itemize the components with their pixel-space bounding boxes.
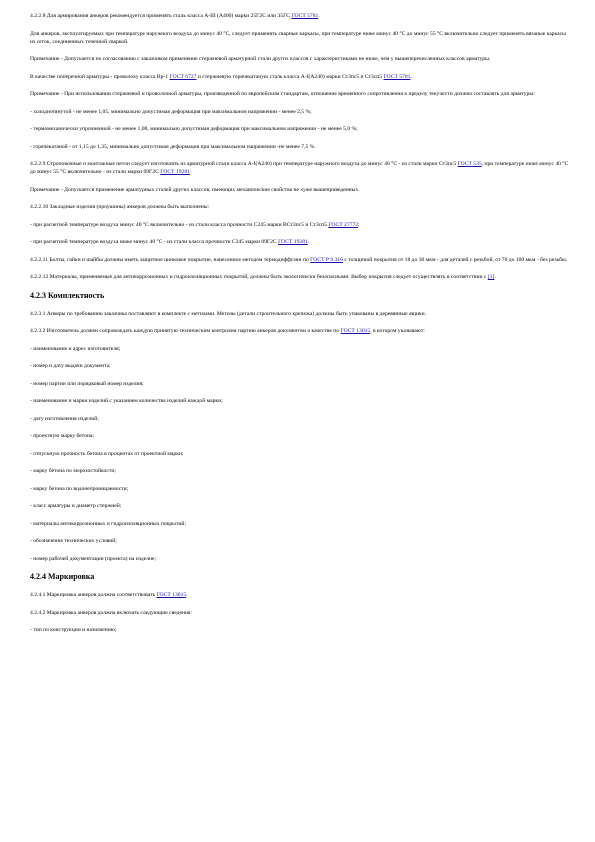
paragraph (30, 256, 572, 264)
standard-link[interactable]: ГОСТ 5781 (291, 13, 319, 19)
text-run: - термомеханически упрочненной - не менее 1,08, минимально допустимая деформация при максимальном напряжении - не менее 5,0 %; (30, 126, 358, 132)
standard-link[interactable]: [1] (487, 274, 495, 280)
text-run: 4.2.4.1 Маркировка анкеров должна соответствовать (30, 592, 157, 598)
text-run: и стержневую горячекатаную сталь класса А-I(А240) марки Ст3пс5 и Ст3сп5 (196, 73, 384, 80)
text-run: Примечание - При использовании стержневой и проволочной арматуры, произведенной по европейским стандартам, отношение временного сопротивления к пределу текучести должно составлять для арматуры: (30, 91, 535, 97)
text-run: 4.2.4 Маркировка (30, 572, 95, 581)
section-heading (30, 291, 572, 301)
paragraph (30, 502, 572, 510)
paragraph (30, 380, 572, 388)
text-run: - отпускную прочность бетона в процентах от проектной марки; (30, 450, 184, 457)
text-run: . (189, 169, 192, 175)
paragraph (30, 415, 572, 423)
text-run: . (410, 73, 412, 80)
paragraph (30, 12, 572, 20)
text-run: - марку бетона по водонепроницаемости; (30, 485, 129, 492)
text-run: - тип по конструкции и назначению; (30, 627, 117, 633)
paragraph (30, 520, 572, 528)
text-run: - наименование и марки изделий с указанием количества изделий каждой марки; (30, 398, 223, 404)
text-run: , в котором указывают: (370, 328, 425, 334)
standard-link[interactable]: ГОСТ Р 9.316 (310, 256, 343, 263)
text-run: - проектную марку бетона; (30, 433, 94, 439)
text-run: . (307, 239, 310, 245)
standard-link[interactable]: ГОСТ 27772 (328, 221, 359, 228)
text-run: 4.2.2.11 Болты, гайки и шайбы должны иметь защитное цинковое покрытие, нанесенное методом термодиффузии по (30, 256, 311, 263)
paragraph (30, 55, 572, 63)
paragraph (30, 327, 572, 335)
text-run: - материалы антикоррозионных и гидроизоляционных покрытий; (30, 520, 186, 527)
text-run: - при расчетной температуре воздуха ниже минус 40 °С - из стали класса прочности С345 марки 09Г2С (30, 239, 279, 245)
paragraph (30, 273, 572, 281)
text-run: - обозначение технических условий; (30, 538, 117, 544)
paragraph (30, 125, 572, 133)
text-run: 4.2.2.10 Закладные изделия (проушины) анкеров должны быть выполнены: (30, 204, 210, 210)
paragraph (30, 186, 572, 194)
text-run: , при температуре ниже минус 40 °С до минус 55 °С включительно - из стали марки 09Г2С (30, 161, 569, 175)
text-run: 4.2.2.9 Строповочные и монтажные петли следует изготовлять из арматурной стали класса А-I(А240) при температуре наружного воздуха до минус 40 °С - из стали марки Ст3пс5 (30, 161, 458, 167)
paragraph (30, 73, 572, 81)
text-run: 4.2.3 Комплектность (30, 290, 105, 300)
text-run: - наименование и адрес изготовителя; (30, 345, 121, 352)
text-run: В качестве поперечной арматуры - проволоку класса Вр-1 (30, 73, 170, 80)
paragraph (30, 397, 572, 405)
paragraph (30, 345, 572, 353)
paragraph (30, 450, 572, 458)
paragraph (30, 310, 572, 318)
text-run: - при расчетной температуре воздуха минус 40 °С включительно - из стали класса прочности С245 марки ВСт3пс5 и Ст3сп5 (30, 221, 329, 228)
text-run: . (318, 13, 320, 19)
text-run: - номер рабочей документации (проекта) на изделие; (30, 555, 157, 562)
text-run: 4.2.4.2 Маркировка анкеров должна включать следующие сведения: (30, 609, 193, 616)
paragraph (30, 555, 572, 563)
paragraph (30, 221, 572, 229)
paragraph (30, 160, 572, 176)
text-run: с толщиной покрытия от 18 до 30 мкм - для деталей с резьбой, от 70 до 100 мкм - без резьбы. (343, 256, 568, 263)
paragraph (30, 626, 572, 634)
text-run: 4.2.2.12 Материалы, применяемые для антикоррозионных и гидроизоляционных покрытий, должны быть экологически безопасными. Выбор покрытия следует осуществлять в соответствии с (30, 274, 488, 280)
text-run: 4.2.3.1 Анкеры по требованию заказчика поставляют в комплекте с метизами. Метизы (детали строительного крепежа) должны быть упакованы в деревянные ящики. (30, 310, 427, 317)
text-run: - холоднотянутой - не менее 1,05, минимально допустимая деформация при максимальном напряжении - менее 2,5 %; (30, 108, 312, 115)
text-run: Примечание - Допускается применение арматурных сталей других классов, имеющих механические свойства не хуже вышеприведенных. (30, 186, 360, 193)
text-run: 4.2.2.8 Для армирования анкеров рекомендуется применять сталь класса А-III (А400) марки 25Г2С или 35ГС (30, 13, 292, 19)
paragraph (30, 467, 572, 475)
text-run: ; (358, 221, 360, 228)
text-run: - номер и дату выдачи документа; (30, 363, 111, 369)
text-run: . (186, 592, 188, 598)
paragraph (30, 485, 572, 493)
standard-link[interactable]: ГОСТ 13015 (340, 328, 371, 334)
paragraph (30, 591, 572, 599)
standard-link[interactable]: ГОСТ 6727 (169, 73, 197, 80)
standard-link[interactable]: ГОСТ 19281 (160, 169, 190, 175)
paragraph (30, 203, 572, 211)
paragraph (30, 143, 572, 151)
text-run: . (494, 274, 496, 280)
paragraph (30, 90, 572, 98)
paragraph (30, 362, 572, 370)
text-run: Примечание - Допускается по согласованию с заказчиком применение стержневой арматурной стали других классов с характеристиками не ниже, чем у вышеперечисленных классов арматуры. (30, 56, 491, 62)
section-heading (30, 572, 572, 582)
paragraph (30, 609, 572, 617)
standard-link[interactable]: ГОСТ 19281 (278, 239, 308, 245)
paragraph (30, 30, 572, 46)
paragraph (30, 537, 572, 545)
standard-link[interactable]: ГОСТ 5781 (383, 73, 411, 80)
text-run: Для анкеров, эксплуатируемых при температуре наружного воздуха до минус 40 °С, следует применять сварные каркасы, при температуре ниже минус 40 °С до минус 55 °С включительно следует применять вязаные каркасы из сеток, соединенных точечной сваркой. (30, 30, 566, 45)
paragraph (30, 238, 572, 246)
text-run: - горячекатаной - от 1,15 до 1,35, минимально допустимая деформация при максимальном напряжении -не менее 7,5 %. (30, 143, 316, 150)
standard-link[interactable]: ГОСТ 13015 (156, 592, 187, 598)
document-page (30, 12, 572, 644)
text-run: - класс арматуры и диаметр стержней; (30, 503, 122, 509)
text-run: - дату изготовления изделий; (30, 415, 99, 422)
text-run: - номер партии или порядковый номер изделия; (30, 380, 144, 387)
paragraph (30, 432, 572, 440)
text-run: 4.2.3.2 Изготовитель должен сопровождать каждую принятую техническим контролем партию анкеров документом о качестве по (30, 328, 341, 334)
text-run: - марку бетона по морозостойкости; (30, 468, 116, 474)
standard-link[interactable]: ГОСТ 535 (457, 161, 482, 167)
paragraph (30, 108, 572, 116)
